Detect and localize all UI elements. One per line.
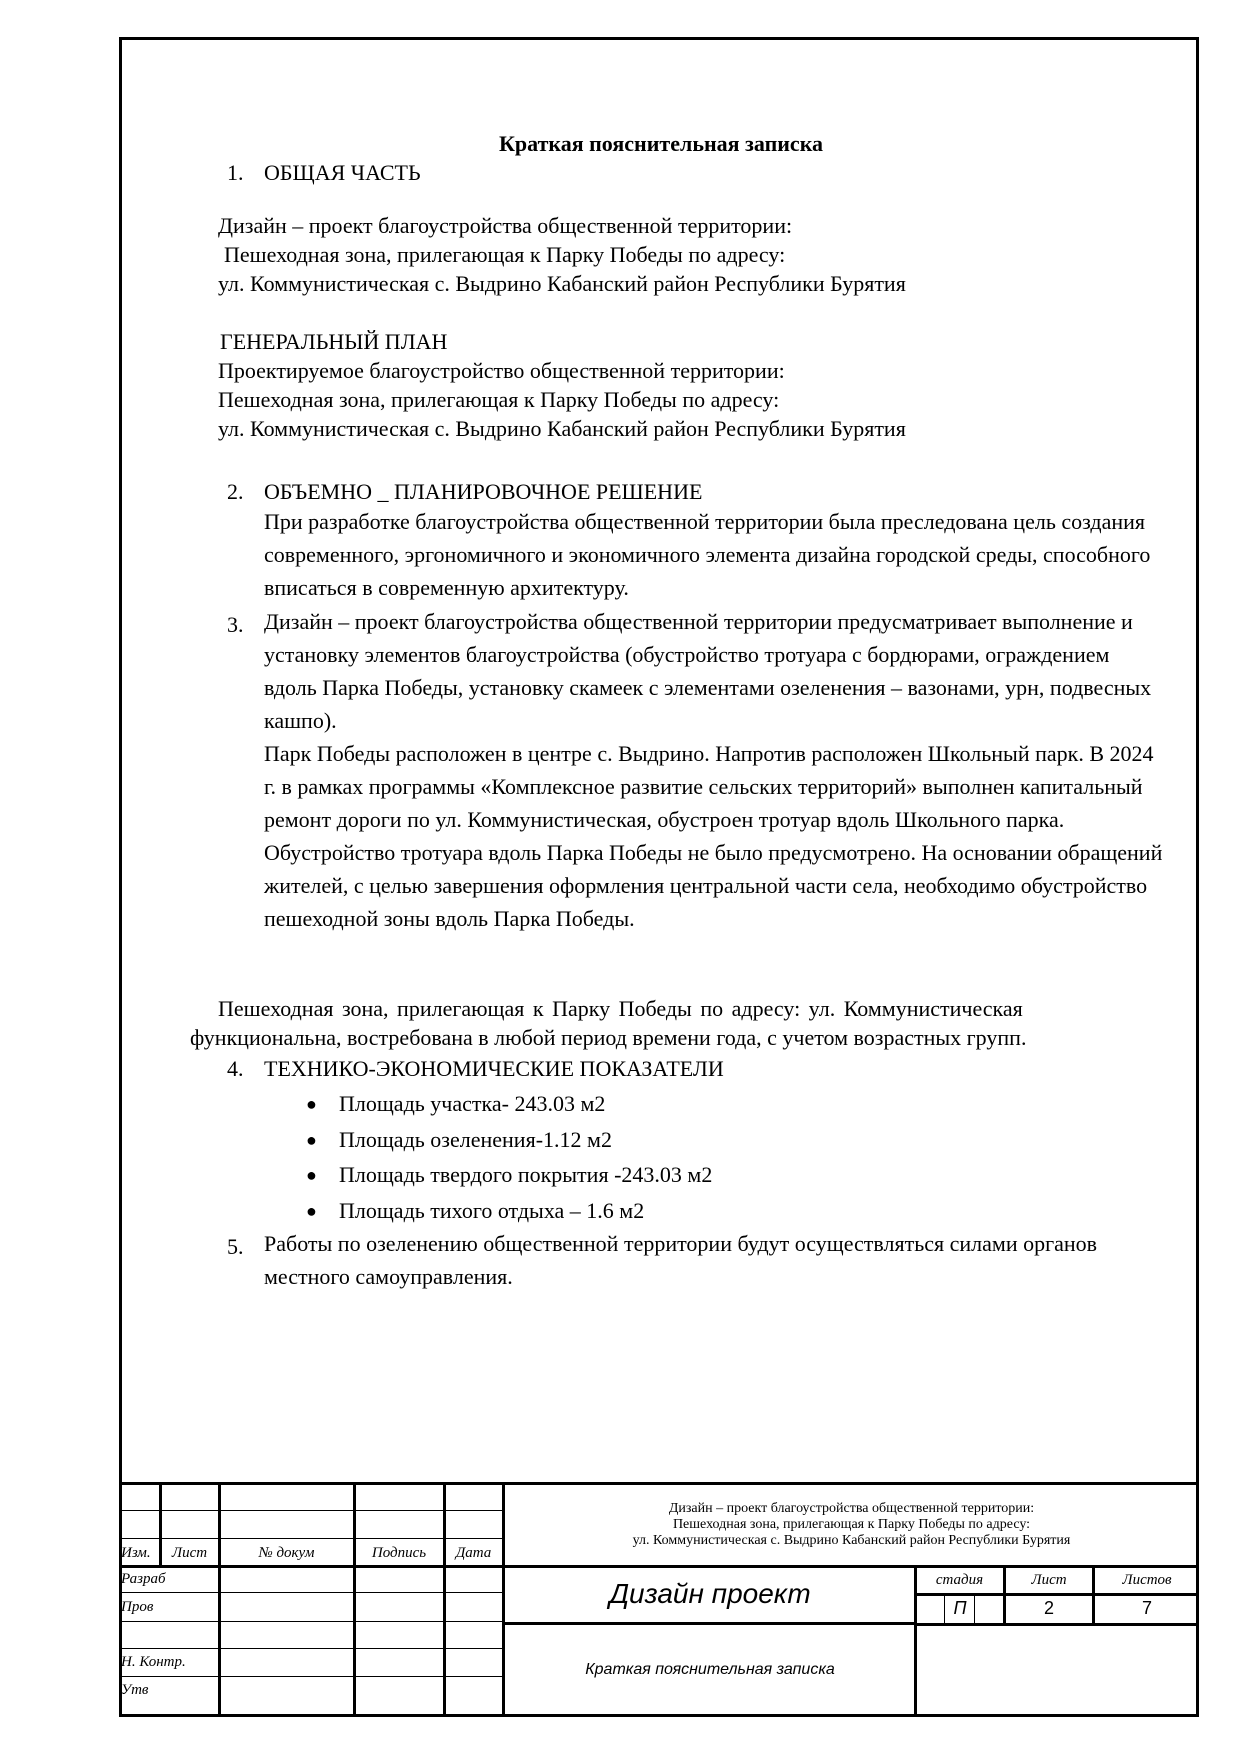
genplan-line-3: ул. Коммунистическая с. Выдрино Кабанский район Республики Бурятия: [218, 416, 906, 441]
stamp-header-doc: № докум: [258, 1545, 315, 1561]
indicator-item: ● Площадь твердого покрытия -243.03 м2: [306, 1162, 713, 1187]
section-3-text-2: Парк Победы расположен в центре с. Выдрино. Напротив расположен Школьный парк. В 2024 г. в рамках программы «Комплексное развитие сельских территорий» выполнен капитальный ремонт дороги по ул. Коммунистическая, обустроен тротуар вдоль Школьного парка. Обустройство тротуара вдоль Парка Победы не было предусмотрено. На основании обращений жителей, с целью завершения оформления центральной части села, необходимо обустройство пешеходной зоны вдоль Парка Победы.: [264, 741, 1163, 931]
paragraph-line-2: функциональна, востребована в любой период времени года, с учетом возрастных групп.: [190, 1025, 1027, 1050]
section-5-text: Работы по озеленению общественной территории будут осуществляться силами органов местного самоуправления.: [264, 1231, 1098, 1289]
section-3-number: 3.: [227, 612, 244, 637]
section-1-heading: ОБЩАЯ ЧАСТЬ: [264, 160, 421, 185]
section-5-number: 5.: [227, 1234, 244, 1259]
genplan-line-1: Проектируемое благоустройство общественной территории:: [218, 358, 785, 383]
stamp-role-nkontr: Н. Контр.: [121, 1654, 186, 1670]
stamp-stage-label: стадия: [935, 1572, 984, 1588]
stamp-project-line-2: Пешеходная зона, прилегающая к Парку Победы по адресу:: [672, 1517, 1031, 1532]
stamp-sheet-label: Лист: [1031, 1572, 1067, 1588]
stamp-role-utv: Утв: [121, 1682, 149, 1698]
document-title: Краткая пояснительная записка: [498, 131, 824, 156]
indicator-item: ● Площадь тихого отдыха – 1.6 м2: [306, 1198, 645, 1223]
section-2-number: 2.: [227, 479, 244, 504]
indicator-item: ● Площадь участка- 243.03 м2: [306, 1091, 606, 1116]
genplan-line-2: Пешеходная зона, прилегающая к Парку Победы по адресу:: [218, 387, 780, 412]
stamp-project-line-1: Дизайн – проект благоустройства общественной территории:: [668, 1501, 1035, 1516]
stamp-sheets-value: 7: [1141, 1598, 1152, 1618]
section-3-text-1: Дизайн – проект благоустройства общественной территории предусматривает выполнение и установку элементов благоустройства (обустройство тротуара с бордюрами, ограждением вдоль Парка Победы, установку скамеек с элементами озеленения – вазонами, урн, подвесных кашпо).: [264, 609, 1152, 733]
stamp-header-list: Лист: [171, 1545, 208, 1561]
stamp-header-sign: Подпись: [371, 1545, 427, 1561]
indicator-item: ● Площадь озеленения-1.12 м2: [306, 1127, 612, 1152]
stamp-project-line-3: ул. Коммунистическая с. Выдрино Кабанский район Республики Бурятия: [632, 1533, 1071, 1548]
genplan-heading: ГЕНЕРАЛЬНЫЙ ПЛАН: [220, 329, 448, 354]
section-1-line-2: Пешеходная зона, прилегающая к Парку Победы по адресу:: [224, 242, 786, 267]
section-1-line-3: ул. Коммунистическая с. Выдрино Кабанский район Республики Бурятия: [218, 271, 906, 296]
stamp-sheet-value: 2: [1043, 1598, 1054, 1618]
section-4-heading: ТЕХНИКО-ЭКОНОМИЧЕСКИЕ ПОКАЗАТЕЛИ: [264, 1056, 724, 1081]
stamp-header-date: Дата: [455, 1545, 492, 1561]
paragraph-line-1: Пешеходная зона, прилегающая к Парку Победы по адресу: ул. Коммунистическая: [218, 996, 1023, 1021]
stamp-stage-value: П: [953, 1598, 967, 1618]
section-2-text: При разработке благоустройства общественной территории была преследована цель создания современного, эргономичного и экономичного элемента дизайна городской среды, способного вписаться в современную архитектуру.: [264, 509, 1151, 600]
section-4-number: 4.: [227, 1056, 244, 1081]
stamp-sheet-title: Краткая пояснительная записка: [585, 1661, 835, 1678]
stamp-sheets-label: Листов: [1122, 1572, 1172, 1588]
section-2-heading: ОБЪЕМНО _ ПЛАНИРОВОЧНОЕ РЕШЕНИЕ: [264, 479, 703, 504]
stamp-role-razrab: Разраб: [121, 1571, 166, 1587]
section-1-number: 1.: [227, 160, 244, 185]
section-1-line-1: Дизайн – проект благоустройства общественной территории:: [218, 213, 793, 238]
stamp-header-izm: Изм.: [121, 1545, 151, 1561]
stamp-role-prov: Пров: [121, 1599, 154, 1615]
stamp-doc-title: Дизайн проект: [609, 1578, 811, 1609]
